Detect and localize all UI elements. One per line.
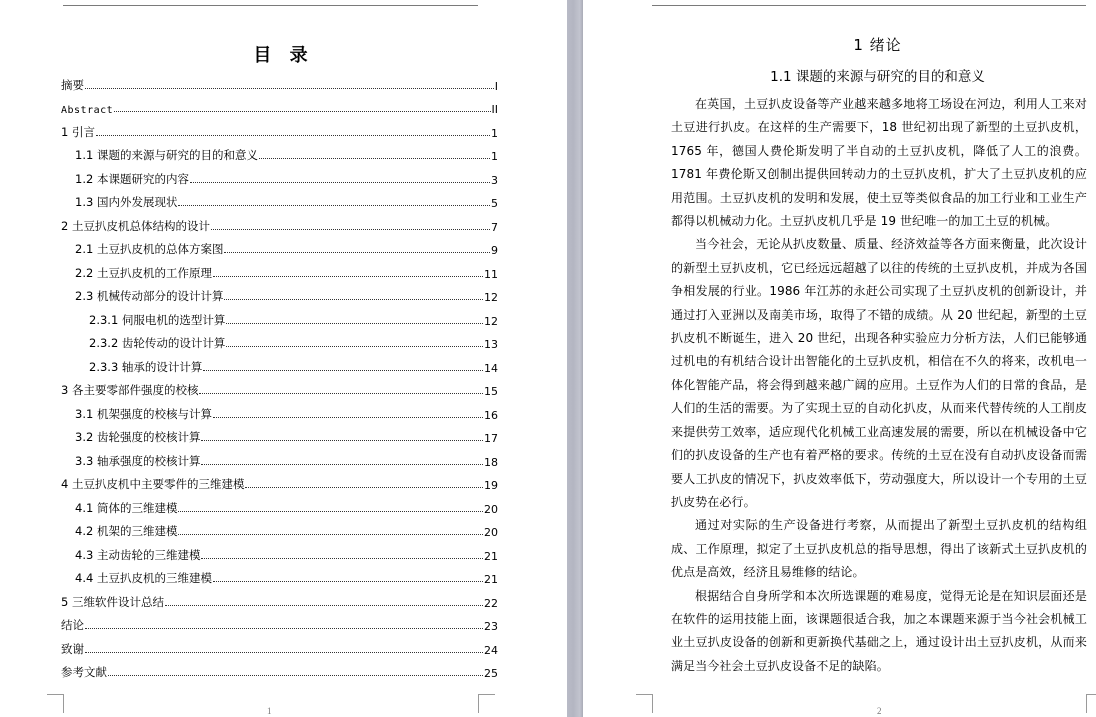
toc-entry-label: 2.1 土豆扒皮机的总体方案图: [75, 242, 224, 256]
toc-entry[interactable]: [61, 516, 498, 540]
toc-entry-label: 5 三维软件设计总结: [61, 594, 164, 609]
toc-entry-label: 参考文献: [61, 665, 107, 679]
toc-entry-page: 15: [484, 385, 498, 398]
toc-entry-page: 9: [491, 244, 498, 257]
toc-entry[interactable]: [61, 140, 498, 164]
toc-entry-page: II: [491, 103, 498, 116]
header-rule: [63, 5, 478, 6]
toc-entry-page: 1: [491, 126, 498, 140]
toc-entry-label: 1.1 课题的来源与研究的目的和意义: [75, 148, 258, 162]
toc-entry-label: 4 土豆扒皮机中主要零件的三维建模: [61, 477, 245, 491]
toc-entry-label: 3.1 机架强度的校核与计算: [75, 406, 212, 421]
paragraph: 在英国，土豆扒皮设备等产业越来越多地将工场设在河边，利用人工来对土豆进行扒皮。在这样的生产需要下，18 世纪初出现了新型的土豆扒皮机，1765 年，德国人费伦斯发明了半自动的土豆扒皮机，降低了人工的浪费。1781 年费伦斯又创制出提供回转动力的土豆扒皮机，扩大了土豆扒皮机的应用范围。土豆扒皮机的发明和发展，使土豆等类似食品的加工行业和工业生产都得以机械动力化。土豆扒皮机几乎是 19 世纪唯一的加工土豆的机械。: [671, 97, 1087, 229]
toc-entry[interactable]: [61, 492, 498, 516]
toc-entry[interactable]: [61, 210, 498, 234]
dot-leader: [213, 416, 483, 418]
dot-leader: [226, 322, 483, 324]
toc-entry[interactable]: [61, 69, 498, 93]
dot-leader: [108, 674, 483, 676]
toc-entry-page: 19: [484, 479, 498, 492]
toc-entry-label: 摘要: [61, 77, 84, 92]
dot-leader: [213, 580, 483, 582]
toc-entry-page: 12: [484, 314, 498, 328]
toc-entry[interactable]: [61, 257, 498, 281]
dot-leader: [96, 134, 490, 136]
table-of-contents: [61, 69, 498, 680]
dot-leader: [226, 345, 483, 347]
toc-entry-page: 23: [484, 620, 498, 633]
toc-entry-label: 2.2 土豆扒皮机的工作原理: [75, 265, 212, 280]
dot-leader: [85, 651, 483, 653]
crop-mark-bottom-left: [636, 694, 653, 713]
toc-entry[interactable]: [61, 422, 498, 446]
toc-entry[interactable]: [61, 187, 498, 211]
dot-leader: [85, 627, 483, 629]
crop-mark-bottom-right: [1086, 694, 1096, 713]
toc-entry-page: 7: [491, 220, 498, 234]
chapter-title: 1 绪论: [853, 36, 902, 54]
toc-entry-label: 1.3 国内外发展现状: [75, 195, 178, 209]
toc-title: 目 录: [253, 45, 314, 66]
dot-leader: [213, 275, 483, 277]
toc-entry-label: 4.3 主动齿轮的三维建模: [75, 547, 201, 562]
toc-entry[interactable]: [61, 163, 498, 187]
toc-entry-page: 13: [484, 338, 498, 351]
toc-entry-page: 20: [484, 502, 498, 516]
section-title: 1.1 课题的来源与研究的目的和意义: [770, 69, 985, 85]
dot-leader: [114, 110, 490, 112]
toc-entry[interactable]: [61, 610, 498, 634]
dot-leader: [201, 439, 483, 441]
dot-leader: [178, 533, 483, 535]
page-number: 2: [877, 706, 882, 716]
toc-entry-label: 2 土豆扒皮机总体结构的设计: [61, 218, 210, 233]
toc-entry-page: I: [494, 79, 498, 93]
dot-leader: [178, 204, 490, 206]
toc-entry[interactable]: [61, 539, 498, 563]
toc-entry[interactable]: [61, 586, 498, 610]
toc-entry-label: 2.3.3 轴承的设计计算: [89, 359, 203, 374]
toc-entry-page: 5: [491, 197, 498, 210]
toc-entry[interactable]: [61, 657, 498, 681]
dot-leader: [245, 486, 483, 488]
toc-entry-page: 25: [484, 667, 498, 680]
dot-leader: [224, 251, 490, 253]
toc-entry-label: 致谢: [61, 641, 84, 656]
dot-leader: [211, 228, 490, 230]
crop-mark-bottom-left: [47, 694, 64, 713]
toc-entry-label: 4.4 土豆扒皮机的三维建模: [75, 571, 212, 585]
dot-leader: [165, 604, 483, 606]
dot-leader: [85, 87, 494, 89]
toc-entry-page: 20: [484, 526, 498, 539]
toc-entry-label: 2.3.1 伺服电机的选型计算: [89, 312, 226, 327]
toc-entry[interactable]: [61, 304, 498, 328]
dot-leader: [178, 510, 483, 512]
dot-leader: [224, 298, 483, 300]
toc-entry-page: 12: [484, 291, 498, 304]
toc-entry[interactable]: [61, 281, 498, 305]
toc-entry-label: 1 引言: [61, 124, 95, 139]
dot-leader: [201, 557, 483, 559]
dot-leader: [190, 181, 490, 183]
toc-entry-label: 4.2 机架的三维建模: [75, 524, 178, 538]
dot-leader: [259, 157, 490, 159]
toc-entry-label: Abstract: [61, 105, 114, 116]
dot-leader: [201, 463, 483, 465]
toc-entry[interactable]: [61, 563, 498, 587]
toc-entry-label: 4.1 筒体的三维建模: [75, 500, 178, 515]
dot-leader: [203, 369, 483, 371]
toc-entry[interactable]: [61, 633, 498, 657]
toc-entry[interactable]: [61, 116, 498, 140]
paragraph: 根据结合自身所学和本次所选课题的难易度，觉得无论是在知识层面还是在软件的运用技能上面，该课题很适合我，加之本课题来源于当今社会机械工业土豆扒皮设备的创新和更新换代基础之上，通过设计出土豆扒皮机，从而来满足当今社会土豆扒皮设备不足的缺陷。: [671, 588, 1087, 673]
toc-entry-label: 3.2 齿轮强度的校核计算: [75, 430, 201, 444]
toc-entry-page: 21: [484, 573, 498, 586]
toc-entry[interactable]: [61, 234, 498, 258]
toc-entry-page: 11: [484, 267, 498, 281]
toc-entry[interactable]: [61, 469, 498, 493]
toc-entry-label: 1.2 本课题研究的内容: [75, 171, 189, 186]
toc-entry[interactable]: [61, 93, 498, 117]
toc-entry-label: 3 各主要零部件强度的校核: [61, 383, 199, 397]
toc-entry[interactable]: [61, 398, 498, 422]
toc-entry[interactable]: [61, 445, 498, 469]
paragraph: 当今社会，无论从扒皮数量、质量、经济效益等各方面来衡量，此次设计的新型土豆扒皮机，它已经远远超越了以往的传统的土豆扒皮机，并成为各国争相发展的行业。1986 年江苏的永赶公司实现了土豆扒皮机的创新设计，并通过打入亚洲以及南美市场，取得了不错的成绩。从 20 世纪起，新型的土豆扒皮机不断诞生，进入 20 世纪，出现各种实验应力分析方法，人们已能够通过机电的有机结合设计出智能化的土豆扒皮机，相信在不久的将来，改机电一体化智能产品，将会得到越来越广阔的应用。土豆作为人们的日常的食品，是人们的生活的需要。为了实现土豆的自动化扒皮，从而来代替传统的人工削皮来提供劳工效率，适应现代化机械工业高速发展的需要，所以在机械设备中它们的扒皮设备的生产也有着严格的要求。传统的土豆在没有自动扒皮设备而需要人工扒皮的情况下，扒皮效率低下，劳动强度大，所以设计一个专用的土豆扒皮势在必行。: [671, 237, 1087, 509]
dot-leader: [199, 392, 483, 394]
body-text: [671, 93, 1087, 678]
toc-entry-page: 21: [484, 549, 498, 563]
paragraph: 通过对实际的生产设备进行考察，从而提出了新型土豆扒皮机的结构组成、工作原理，拟定了土豆扒皮机总的指导思想，得出了该新式土豆扒皮机的优点是高效，经济且易维修的结论。: [671, 518, 1087, 580]
toc-entry-page: 24: [484, 643, 498, 657]
toc-entry[interactable]: [61, 375, 498, 399]
toc-entry-page: 22: [484, 596, 498, 610]
toc-entry-label: 3.3 轴承强度的校核计算: [75, 453, 201, 468]
toc-entry[interactable]: [61, 328, 498, 352]
toc-entry-label: 2.3 机械传动部分的设计计算: [75, 289, 224, 303]
toc-entry-page: 1: [491, 150, 498, 163]
header-rule: [652, 5, 1086, 6]
crop-mark-bottom-right: [478, 694, 495, 713]
toc-entry-page: 18: [484, 455, 498, 469]
page-gutter: [567, 0, 583, 717]
toc-entry-label: 结论: [61, 618, 84, 632]
toc-entry-page: 16: [484, 408, 498, 422]
toc-entry[interactable]: [61, 351, 498, 375]
toc-entry-page: 3: [491, 173, 498, 187]
page-number: 1: [267, 706, 272, 716]
toc-entry-page: 17: [484, 432, 498, 445]
toc-entry-label: 2.3.2 齿轮传动的设计计算: [89, 336, 226, 350]
toc-entry-page: 14: [484, 361, 498, 375]
